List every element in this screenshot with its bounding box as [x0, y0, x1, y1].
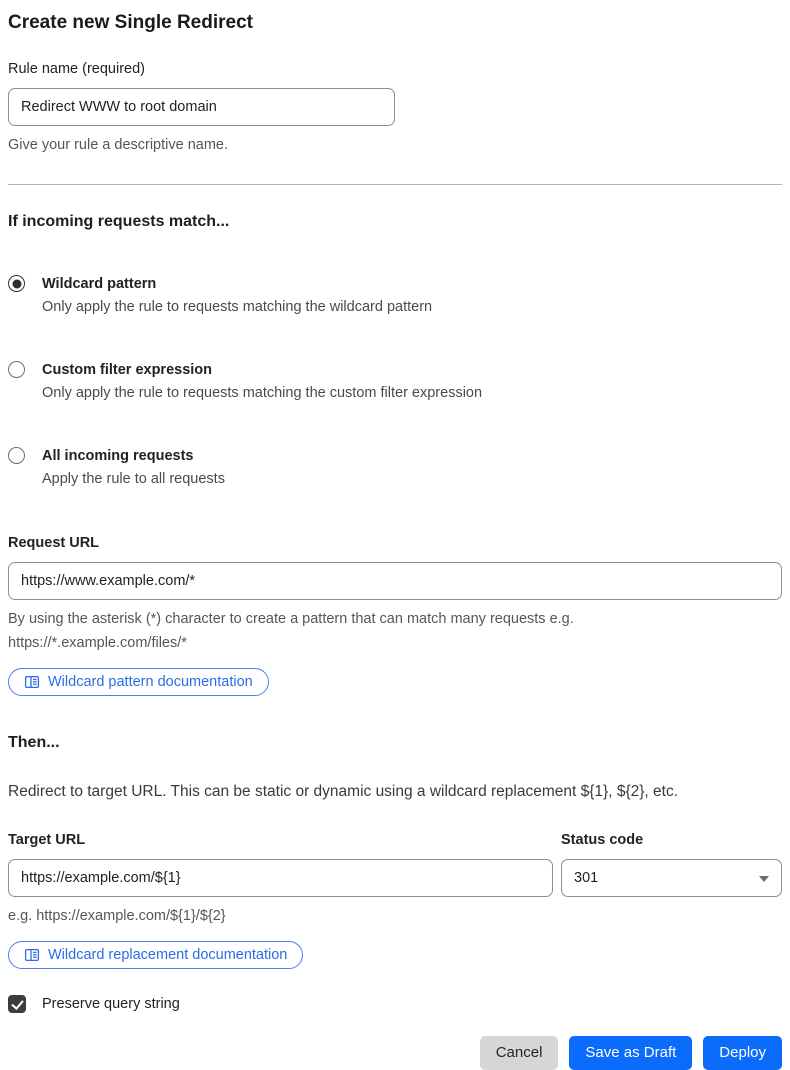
- rule-name-input[interactable]: [8, 88, 395, 126]
- wildcard-pattern-radio[interactable]: [8, 275, 25, 292]
- footer-actions: [8, 1036, 782, 1070]
- target-url-input[interactable]: [8, 859, 553, 897]
- radio-option-wildcard-pattern[interactable]: [8, 273, 782, 319]
- request-url-label: Request URL: [8, 535, 100, 551]
- wildcard-pattern-label[interactable]: Wildcard pattern: [42, 276, 157, 292]
- match-section-heading: If incoming requests match...: [8, 213, 230, 230]
- rule-name-help: Give your rule a descriptive name.: [8, 137, 229, 153]
- wildcard-pattern-doc-button-label: Wildcard pattern documentation: [48, 674, 253, 690]
- custom-filter-radio[interactable]: [8, 361, 25, 378]
- match-type-radio-group: [8, 273, 782, 491]
- wildcard-pattern-description: Only apply the rule to requests matching the wildcard pattern: [42, 299, 433, 315]
- rule-name-label: Rule name (required): [8, 61, 146, 77]
- section-divider: [8, 184, 782, 185]
- radio-option-custom-filter[interactable]: [8, 359, 782, 405]
- wildcard-replacement-doc-button[interactable]: [8, 941, 303, 969]
- custom-filter-description: Only apply the rule to requests matching the custom filter expression: [42, 385, 483, 401]
- save-as-draft-button[interactable]: Save as Draft: [569, 1036, 692, 1070]
- request-url-help-line1: By using the asterisk (*) character to create a pattern that can match many requests e.g.: [8, 611, 574, 627]
- radio-option-all-requests[interactable]: [8, 445, 782, 491]
- wildcard-replacement-doc-button-label: Wildcard replacement documentation: [48, 947, 288, 963]
- then-section-heading: Then...: [8, 734, 60, 751]
- all-requests-label[interactable]: All incoming requests: [42, 448, 194, 464]
- book-icon: [24, 947, 40, 963]
- page-title: Create new Single Redirect: [8, 12, 253, 33]
- preserve-query-row: [8, 995, 782, 1013]
- target-url-label: Target URL: [8, 832, 86, 848]
- custom-filter-label[interactable]: Custom filter expression: [42, 362, 213, 378]
- preserve-query-checkbox[interactable]: [8, 995, 26, 1013]
- wildcard-pattern-doc-button[interactable]: [8, 668, 269, 696]
- target-url-help: e.g. https://example.com/${1}/${2}: [8, 908, 226, 924]
- preserve-query-label[interactable]: Preserve query string: [42, 996, 180, 1012]
- all-requests-description: Apply the rule to all requests: [42, 471, 225, 487]
- request-url-input[interactable]: [8, 562, 782, 600]
- status-code-label: Status code: [561, 832, 644, 848]
- book-icon: [24, 674, 40, 690]
- cancel-button[interactable]: Cancel: [480, 1036, 559, 1070]
- request-url-help-line2: https://*.example.com/files/*: [8, 635, 187, 651]
- status-code-select[interactable]: [561, 859, 782, 897]
- deploy-button[interactable]: Deploy: [703, 1036, 782, 1070]
- then-description: Redirect to target URL. This can be static or dynamic using a wildcard replacement ${1}, ${2}, etc.: [8, 783, 679, 800]
- all-requests-radio[interactable]: [8, 447, 25, 464]
